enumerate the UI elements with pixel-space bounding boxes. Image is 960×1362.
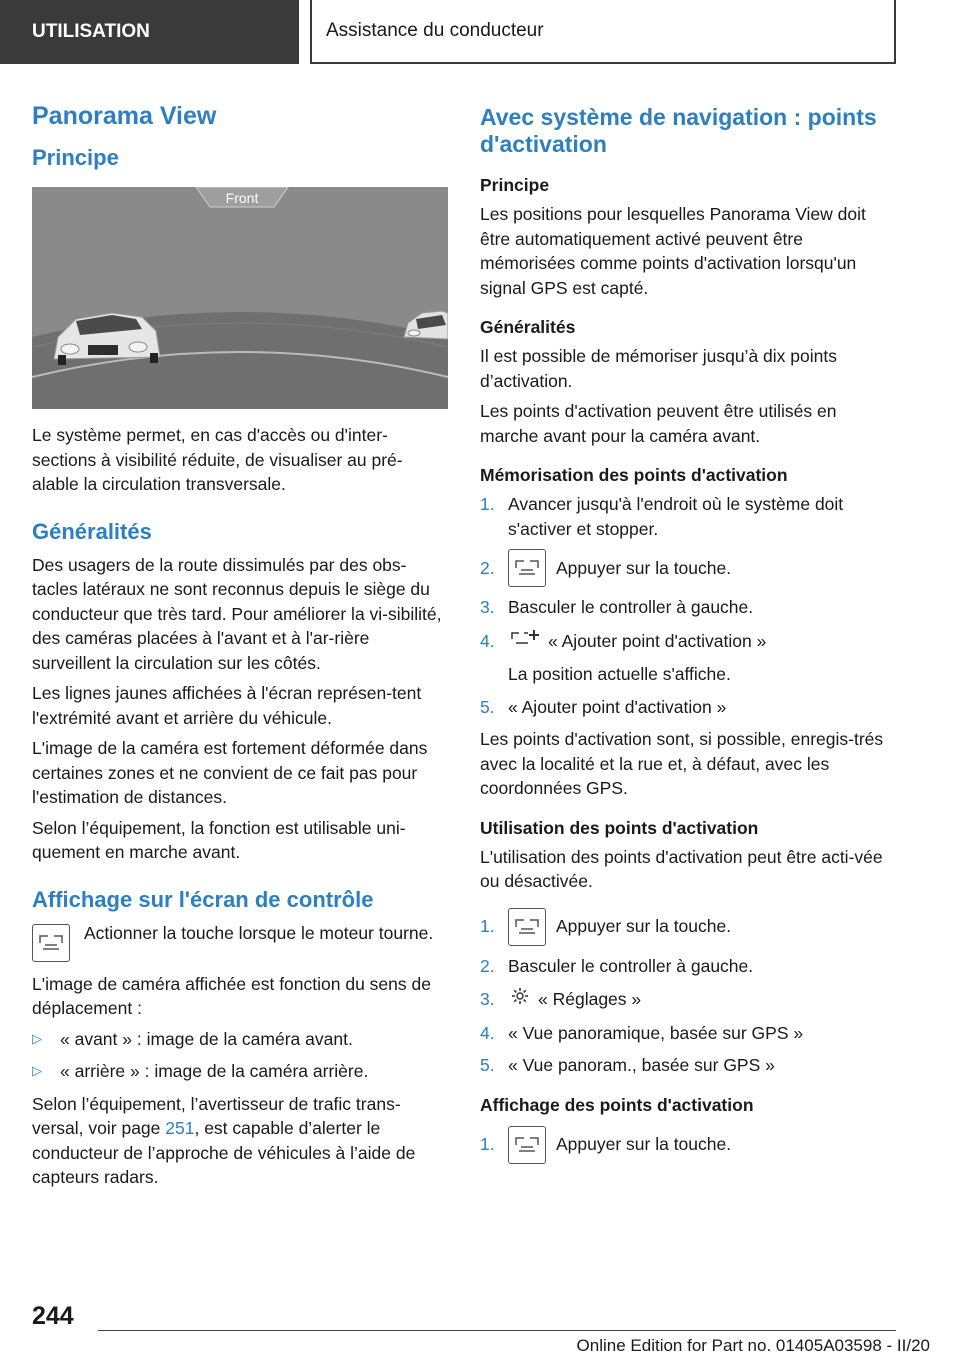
- right-column: [480, 92, 896, 1172]
- aff-heading: Affichage des points d'activation: [480, 1094, 754, 1115]
- util-heading: Utilisation des points d'activation: [480, 817, 759, 838]
- step-item: 5. « Ajouter point d'activation »: [480, 696, 727, 717]
- step-item: 1. Appuyer sur la touche.: [480, 1126, 896, 1164]
- panorama-scene: [32, 187, 448, 409]
- list-item: ▷ « avant » : image de la caméra avant.: [32, 1027, 448, 1052]
- memo-after-paragraph: Les points d'activation sont, si possible, enregis-trés avec la localité et la rue et, à défaut, avec les coordonnées GPS.: [480, 729, 884, 798]
- subsection-title: Assistance du conducteur: [326, 20, 544, 41]
- camera-key-icon: [508, 1126, 546, 1164]
- subsection-tab: [310, 0, 896, 64]
- edition-text: Online Edition for Part no. 01405A03598 - II/20: [576, 1336, 930, 1355]
- util-steps: [480, 908, 896, 1078]
- step-item: 1. Appuyer sur la touche.: [480, 908, 896, 946]
- section-tab: [0, 0, 299, 64]
- nav-generalites-heading: Généralités: [480, 317, 576, 337]
- nav-principe-text: Les positions pour lesquelles Panorama View doit être automatiquement activé peuvent être mémorisées comme points d'activation lorsqu'un signal GPS est capté.: [480, 204, 866, 298]
- footer-divider: [98, 1330, 896, 1331]
- camera-key-icon: [32, 924, 70, 962]
- triangle-bullet-icon: ▷: [32, 1063, 42, 1078]
- aff-steps: [480, 1126, 896, 1164]
- affichage-key-row: [32, 921, 448, 962]
- nav-generalites-paragraph-2: Les points d'activation peuvent être utilisés en marche avant pour la caméra avant.: [480, 401, 837, 446]
- direction-list: [32, 1027, 448, 1084]
- camera-key-icon: [508, 908, 546, 946]
- page-title: Panorama View: [32, 102, 217, 130]
- generalites-paragraph-3: L'image de la caméra est fortement déformée dans certaines zones et ne convient de ce fait pas pour l'estimation de distances.: [32, 738, 428, 807]
- step-item: 3. « Réglages »: [480, 986, 896, 1013]
- nav-generalites-paragraph-1: Il est possible de mémoriser jusqu’à dix points d’activation.: [480, 346, 837, 391]
- page-link[interactable]: 251: [165, 1118, 195, 1138]
- section-title: UTILISATION: [32, 21, 150, 42]
- memo-heading: Mémorisation des points d'activation: [480, 465, 788, 485]
- generalites-heading: Généralités: [32, 518, 152, 544]
- util-paragraph: L'utilisation des points d'activation peut être acti-vée ou désactivée.: [480, 846, 883, 891]
- step-item: 4. « Ajouter point d'activation »: [480, 628, 896, 655]
- step-item: 5. « Vue panoram., basée sur GPS »: [480, 1055, 775, 1075]
- step-item: 2. Appuyer sur la touche.: [480, 549, 896, 587]
- crosstraffic-paragraph: Selon l’équipement, l’avertisseur de trafic trans-versal, voir page 251, est capable d’alerter le conducteur de l’approche de véhicules à l’aide de capteurs radars.: [32, 1093, 416, 1187]
- panorama-view-image: [32, 187, 448, 409]
- affichage-heading: Affichage sur l'écran de contrôle: [32, 886, 374, 912]
- add-activation-point-icon: [510, 628, 540, 655]
- memo-steps: [480, 492, 896, 719]
- affichage-key-text: Actionner la touche lorsque le moteur tourne.: [84, 922, 434, 943]
- generalites-paragraph-1: Des usagers de la route dissimulés par des obs-tacles latéraux ne sont reconnus depuis le siège du conducteur que très tard. Pour améliorer la vi-sibilité, des caméras placées à l'avant et à l'ar-rière surveillent la circulation sur les côtés.: [32, 554, 442, 673]
- step-item: 3. Basculer le controller à gauche.: [480, 597, 754, 617]
- page-number: 244: [32, 1302, 74, 1330]
- front-label: Front: [225, 190, 259, 206]
- nav-section-title: Avec système de navigation : points d'activation: [480, 104, 877, 157]
- nav-principe-heading: Principe: [480, 175, 550, 195]
- triangle-bullet-icon: ▷: [32, 1030, 42, 1046]
- step-item: 4. « Vue panoramique, basée sur GPS »: [480, 1022, 804, 1043]
- step-item: 1. Avancer jusqu'à l'endroit où le système doit s'activer et stopper.: [480, 494, 844, 539]
- generalites-paragraph-4: Selon l’équipement, la fonction est utilisable uni-quement en marche avant.: [32, 817, 406, 862]
- principe-text: Le système permet, en cas d'accès ou d'inter-sections à visibilité réduite, de visualiser au pré-alable la circulation transversale.: [32, 425, 403, 494]
- camera-key-icon: [508, 549, 546, 587]
- affichage-paragraph: L'image de caméra affichée est fonction du sens de déplacement :: [32, 973, 431, 1018]
- step-item: 2. Basculer le controller à gauche.: [480, 955, 754, 976]
- list-item: ▷ « arrière » : image de la caméra arrière.: [32, 1059, 448, 1084]
- left-column: [32, 92, 448, 1196]
- step-subtext: La position actuelle s'affiche.: [508, 664, 731, 684]
- generalites-paragraph-2: Les lignes jaunes affichées à l'écran représen-tent l'extrémité avant et arrière du véhicule.: [32, 683, 422, 728]
- gear-icon: [510, 986, 530, 1013]
- principe-heading: Principe: [32, 145, 119, 170]
